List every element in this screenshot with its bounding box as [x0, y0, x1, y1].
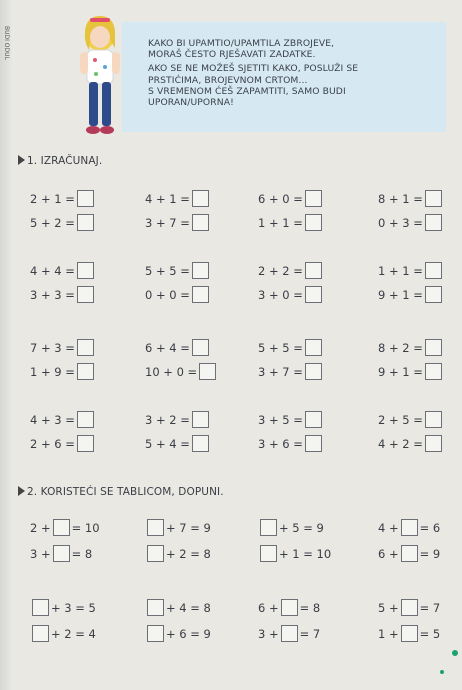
answer-box[interactable] [77, 214, 94, 231]
answer-box[interactable] [147, 545, 164, 562]
arrow-icon [18, 155, 25, 165]
equation-left-part: 1 + [378, 626, 399, 641]
answer-box[interactable] [305, 435, 322, 452]
answer-box[interactable] [425, 214, 442, 231]
equation-right-part: = 6 [419, 520, 441, 535]
equation [30, 214, 96, 231]
equation [258, 214, 324, 231]
equation-left-part: 6 + [378, 546, 399, 561]
equation [258, 190, 324, 207]
equation [378, 286, 444, 303]
answer-box[interactable] [192, 190, 209, 207]
answer-box[interactable] [53, 519, 70, 536]
answer-box[interactable] [77, 286, 94, 303]
task2-title: 2. KORISTEĆI SE TABLICOM, DOPUNI. [27, 486, 224, 498]
answer-box[interactable] [53, 545, 70, 562]
answer-box[interactable] [147, 599, 164, 616]
equation [145, 286, 211, 303]
equation [30, 363, 96, 380]
equation [378, 545, 440, 562]
equation [145, 190, 211, 207]
answer-box[interactable] [77, 262, 94, 279]
equation [145, 411, 211, 428]
answer-box[interactable] [192, 214, 209, 231]
equation [258, 599, 320, 616]
answer-box[interactable] [281, 625, 298, 642]
equation-left-part: 3 + 6 = [258, 436, 303, 451]
equation-right-part: = 7 [299, 626, 321, 641]
answer-box[interactable] [192, 435, 209, 452]
answer-box[interactable] [401, 599, 418, 616]
equation-left-part: 2 + 2 = [258, 263, 303, 278]
equation [145, 519, 211, 536]
equation-left-part: 9 + 1 = [378, 287, 423, 302]
equation-left-part: 0 + 0 = [145, 287, 190, 302]
equation-left-part: 1 + 9 = [30, 364, 75, 379]
equation [378, 190, 444, 207]
equation-right-part: = 8 [71, 546, 93, 561]
equation-right-part: = 8 [299, 600, 321, 615]
answer-box[interactable] [425, 286, 442, 303]
equation-left-part: 3 + 7 = [145, 215, 190, 230]
equation-left-part: 6 + 4 = [145, 340, 190, 355]
equation-left-part: 10 + 0 = [145, 364, 198, 379]
equation-right-part: = 9 [419, 546, 441, 561]
equation [378, 262, 444, 279]
edge-label: BUDI ODUL [3, 26, 10, 60]
equation-right-part: + 2 = 8 [166, 546, 211, 561]
equation [145, 363, 218, 380]
arrow-icon [18, 486, 25, 496]
equation [30, 519, 100, 536]
equation [258, 625, 320, 642]
answer-box[interactable] [305, 363, 322, 380]
equation [258, 545, 331, 562]
answer-box[interactable] [192, 339, 209, 356]
answer-box[interactable] [147, 519, 164, 536]
decoration-dot [452, 650, 458, 656]
equation [30, 286, 96, 303]
equation [30, 411, 96, 428]
answer-box[interactable] [32, 599, 49, 616]
equation-left-part: 3 + 3 = [30, 287, 75, 302]
answer-box[interactable] [260, 519, 277, 536]
tip-line: KAKO BI UPAMTIO/UPAMTILA ZBROJEVE, [148, 38, 335, 49]
equation [378, 519, 440, 536]
equation-left-part: 9 + 1 = [378, 364, 423, 379]
equation [145, 262, 211, 279]
equation-left-part: 8 + 1 = [378, 191, 423, 206]
answer-box[interactable] [305, 190, 322, 207]
equation [30, 435, 96, 452]
equation [145, 625, 211, 642]
tip-line: AKO SE NE MOŽEŠ SJETITI KAKO, POSLUŽI SE [148, 63, 359, 75]
equation-right-part: + 5 = 9 [279, 520, 324, 535]
answer-box[interactable] [305, 411, 322, 428]
page-binding-edge [0, 0, 14, 690]
equation [258, 363, 324, 380]
equation [258, 286, 324, 303]
equation-right-part: = 10 [71, 520, 100, 535]
equation-left-part: 2 + [30, 520, 51, 535]
equation [378, 339, 444, 356]
answer-box[interactable] [401, 625, 418, 642]
answer-box[interactable] [77, 411, 94, 428]
decoration-dot [440, 670, 444, 674]
equation [30, 599, 96, 616]
answer-box[interactable] [305, 286, 322, 303]
equation [258, 519, 324, 536]
equation-left-part: 3 + [30, 546, 51, 561]
equation-left-part: 4 + [378, 520, 399, 535]
equation-left-part: 4 + 1 = [145, 191, 190, 206]
equation [145, 599, 211, 616]
equation-left-part: 7 + 3 = [30, 340, 75, 355]
equation [378, 599, 440, 616]
equation-left-part: 4 + 3 = [30, 412, 75, 427]
tip-line: S VREMENOM ĆEŠ ZAPAMTITI, SAMO BUDI [148, 85, 346, 97]
answer-box[interactable] [425, 190, 442, 207]
answer-box[interactable] [401, 545, 418, 562]
answer-box[interactable] [199, 363, 216, 380]
equation-left-part: 6 + [258, 600, 279, 615]
equation-left-part: 4 + 2 = [378, 436, 423, 451]
answer-box[interactable] [305, 262, 322, 279]
equation-left-part: 8 + 2 = [378, 340, 423, 355]
task1-title: 1. IZRAČUNAJ. [27, 155, 103, 167]
equation-left-part: 6 + 0 = [258, 191, 303, 206]
answer-box[interactable] [192, 286, 209, 303]
equation [258, 262, 324, 279]
equation-right-part: + 4 = 8 [166, 600, 211, 615]
tip-line: UPORAN/UPORNA! [148, 97, 234, 109]
equation-right-part: = 5 [419, 626, 441, 641]
tip-line: PRSTIĆIMA, BROJEVNOM CRTOM... [148, 74, 308, 86]
equation-right-part: + 6 = 9 [166, 626, 211, 641]
answer-box[interactable] [425, 363, 442, 380]
equation-right-part: + 7 = 9 [166, 520, 211, 535]
equation-left-part: 3 + [258, 626, 279, 641]
equation [30, 190, 96, 207]
equation-left-part: 5 + 4 = [145, 436, 190, 451]
answer-box[interactable] [425, 339, 442, 356]
answer-box[interactable] [305, 339, 322, 356]
answer-box[interactable] [77, 363, 94, 380]
equation-left-part: 2 + 1 = [30, 191, 75, 206]
equation-left-part: 1 + 1 = [378, 263, 423, 278]
equation-right-part: = 7 [419, 600, 441, 615]
answer-box[interactable] [260, 545, 277, 562]
equation [145, 545, 211, 562]
equation [145, 214, 211, 231]
equation-left-part: 2 + 6 = [30, 436, 75, 451]
answer-box[interactable] [305, 214, 322, 231]
equation-left-part: 1 + 1 = [258, 215, 303, 230]
equation [145, 339, 211, 356]
equation-left-part: 5 + [378, 600, 399, 615]
equation [30, 545, 92, 562]
answer-box[interactable] [281, 599, 298, 616]
equation-left-part: 3 + 0 = [258, 287, 303, 302]
equation [30, 339, 96, 356]
equation-left-part: 2 + 5 = [378, 412, 423, 427]
equation [378, 214, 444, 231]
equation-right-part: + 1 = 10 [279, 546, 332, 561]
equation-left-part: 3 + 7 = [258, 364, 303, 379]
answer-box[interactable] [32, 625, 49, 642]
equation-right-part: + 2 = 4 [51, 626, 96, 641]
equation-left-part: 3 + 2 = [145, 412, 190, 427]
answer-box[interactable] [192, 262, 209, 279]
equation [378, 363, 444, 380]
answer-box[interactable] [77, 435, 94, 452]
answer-box[interactable] [401, 519, 418, 536]
equation [258, 339, 324, 356]
equation-left-part: 5 + 2 = [30, 215, 75, 230]
equation-left-part: 0 + 3 = [378, 215, 423, 230]
answer-box[interactable] [77, 190, 94, 207]
answer-box[interactable] [192, 411, 209, 428]
equation [30, 625, 96, 642]
girl-illustration [62, 12, 132, 140]
task2-heading [18, 486, 224, 498]
equation [30, 262, 96, 279]
equation-left-part: 5 + 5 = [145, 263, 190, 278]
equation [258, 435, 324, 452]
equation [145, 435, 211, 452]
equation [378, 625, 440, 642]
equation [378, 435, 444, 452]
tip-line: MORAŠ ČESTO RJEŠAVATI ZADATKE. [148, 49, 316, 61]
task1-heading [18, 155, 102, 167]
equation-left-part: 4 + 4 = [30, 263, 75, 278]
tip-text [148, 38, 368, 108]
equation [258, 411, 324, 428]
equation-left-part: 3 + 5 = [258, 412, 303, 427]
equation [378, 411, 444, 428]
answer-box[interactable] [77, 339, 94, 356]
equation-left-part: 5 + 5 = [258, 340, 303, 355]
answer-box[interactable] [425, 411, 442, 428]
answer-box[interactable] [147, 625, 164, 642]
equation-right-part: + 3 = 5 [51, 600, 96, 615]
answer-box[interactable] [425, 435, 442, 452]
answer-box[interactable] [425, 262, 442, 279]
